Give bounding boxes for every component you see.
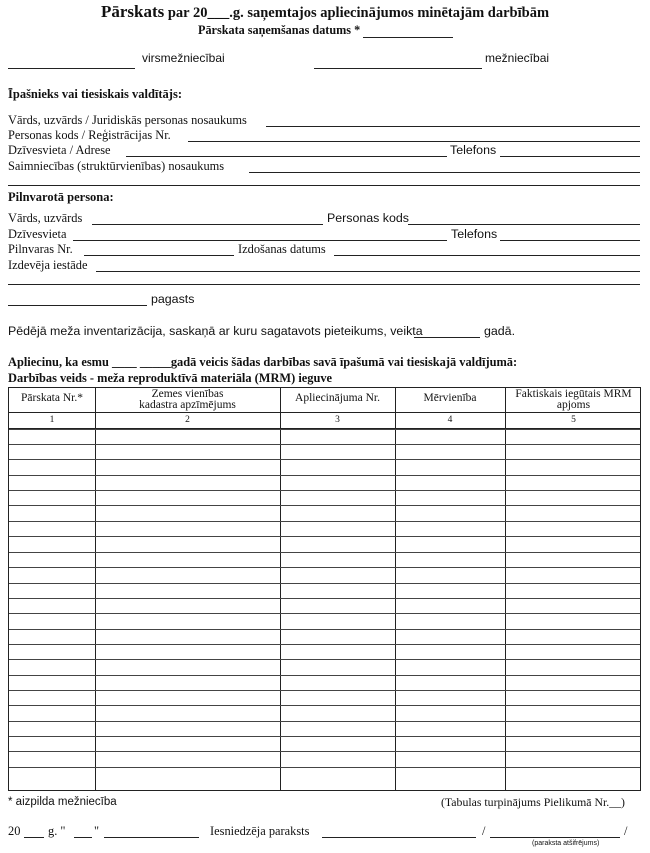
owner-code-label: Personas kods / Reģistrācijas Nr. — [8, 128, 171, 142]
owner-code-line[interactable] — [188, 141, 640, 142]
forestry-line[interactable] — [314, 68, 482, 69]
authorized-name-line[interactable] — [92, 224, 323, 225]
table-row — [9, 567, 640, 568]
table-row — [9, 721, 640, 722]
date-day-line[interactable] — [74, 837, 92, 838]
upper-forestry-line[interactable] — [8, 68, 135, 69]
authorized-title: Pilnvarotā persona: — [8, 190, 114, 204]
signature-decoding-line[interactable] — [490, 837, 620, 838]
inventory-text-after: gadā. — [484, 324, 516, 338]
authorized-name-label: Vārds, uzvārds — [8, 211, 83, 225]
table-row — [9, 675, 640, 676]
owner-phone-line[interactable] — [500, 156, 640, 157]
table-number-cell: 4 — [447, 415, 453, 425]
issuer-label: Izdevēja iestāde — [8, 258, 88, 272]
title-rest: par 20___.g. saņemtajos apliecinājumos minētajām darbībām — [167, 5, 550, 21]
owner-unit-label: Saimniecības (struktūrvienības) nosaukums — [8, 159, 225, 173]
authorized-code-label: Personas kods — [327, 211, 409, 225]
table-row — [9, 583, 640, 584]
owner-extra-line[interactable] — [8, 185, 640, 186]
date-year-line[interactable] — [24, 837, 44, 838]
signature-line[interactable] — [322, 837, 476, 838]
inventory-year-line[interactable] — [414, 337, 480, 338]
table-row — [9, 490, 640, 491]
table-row — [9, 475, 640, 476]
table-row — [9, 751, 640, 752]
table-row — [9, 705, 640, 706]
page-title — [0, 3, 650, 21]
authorized-address-label: Dzīvesvieta — [8, 227, 67, 241]
authorized-address-line[interactable] — [73, 240, 447, 241]
table-row — [9, 536, 640, 537]
table-col-divider-1 — [95, 388, 96, 790]
table-row — [9, 629, 640, 630]
forestry-label: mežniecībai — [485, 51, 550, 65]
table-row — [9, 459, 640, 460]
table-row — [9, 659, 640, 660]
owner-name-label: Vārds, uzvārds / Juridiskās personas nosaukums — [8, 113, 247, 127]
authorized-phone-label: Telefons — [451, 227, 498, 241]
owner-address-line[interactable] — [126, 156, 447, 157]
table-header-cell: Apliecinājuma Nr. — [295, 392, 380, 404]
issuer-line[interactable] — [96, 271, 640, 272]
certification-line-2: Darbības veids - meža reproduktīvā materiāla (MRM) ieguve — [8, 371, 333, 385]
table-col-divider-2 — [280, 388, 281, 790]
owner-phone-label: Telefons — [450, 143, 497, 157]
power-number-label: Pilnvaras Nr. — [8, 242, 73, 256]
table-row — [9, 521, 640, 522]
authorized-code-line[interactable] — [408, 224, 640, 225]
owner-unit-line[interactable] — [249, 172, 640, 173]
table-row — [9, 444, 640, 445]
table-row — [9, 552, 640, 553]
owner-address-label: Dzīvesvieta / Adrese — [8, 143, 111, 157]
table-number-cell: 2 — [185, 415, 190, 425]
receipt-date-line[interactable] — [363, 37, 453, 38]
table-header-cell: Mērvienība — [423, 392, 477, 404]
upper-forestry-label: virsmežniecībai — [142, 51, 225, 65]
table-row — [9, 767, 640, 768]
table-row — [9, 644, 640, 645]
table-header-cell: Zemes vienības kadastra apzīmējums — [139, 388, 236, 411]
owner-name-line[interactable] — [266, 126, 640, 127]
authorized-extra-line[interactable] — [8, 284, 640, 285]
issue-date-label: Izdošanas datums — [238, 242, 326, 256]
table-number-cell: 5 — [571, 415, 576, 425]
date-month-line[interactable] — [104, 837, 199, 838]
table-row — [9, 613, 640, 614]
date-prefix: 20 — [8, 824, 21, 838]
receipt-date-label — [198, 24, 360, 36]
signature-decoding-note: (paraksta atšifrējums) — [532, 840, 600, 847]
table-col-divider-4 — [505, 388, 506, 790]
table-row — [9, 505, 640, 506]
parish-line[interactable] — [8, 305, 147, 306]
table-row — [9, 598, 640, 599]
certification-line-1: Apliecinu, ka esmu ____ _____gadā veicis šādas darbības savā īpašumā vai tiesiskajā valdījumā: — [8, 355, 518, 369]
table-row — [9, 429, 640, 430]
table-row — [9, 736, 640, 737]
issue-date-line[interactable] — [334, 255, 640, 256]
table-header-cell: Pārskata Nr.* — [21, 392, 83, 404]
table-header-cell: Faktiskais iegūtais MRM apjoms — [515, 388, 632, 411]
receipt-date-star: * — [354, 23, 361, 37]
owner-title: Īpašnieks vai tiesiskais valdītājs: — [8, 87, 182, 101]
date-suffix: " — [94, 824, 100, 838]
mrm-table — [8, 387, 641, 791]
signature-separator-left: / — [482, 824, 486, 838]
authorized-phone-line[interactable] — [500, 240, 640, 241]
table-col-divider-3 — [395, 388, 396, 790]
title-word: Pārskats — [100, 2, 165, 21]
date-middle: g. " — [48, 824, 66, 838]
signature-separator-right: / — [624, 824, 628, 838]
inventory-text-before: Pēdējā meža inventarizācija, saskaņā ar kuru sagatavots pieteikums, veikta — [8, 324, 423, 338]
table-number-cell: 1 — [49, 415, 55, 425]
power-number-line[interactable] — [84, 255, 234, 256]
table-row — [9, 690, 640, 691]
parish-label: pagasts — [151, 292, 195, 306]
signature-label: Iesniedzēja paraksts — [210, 824, 310, 838]
table-number-cell: 3 — [335, 415, 340, 425]
table-continuation-note: (Tabulas turpinājums Pielikumā Nr.__) — [441, 795, 625, 809]
receipt-date-text: Pārskata saņemšanas datums — [198, 23, 352, 37]
footnote: * aizpilda mežniecība — [8, 796, 117, 808]
